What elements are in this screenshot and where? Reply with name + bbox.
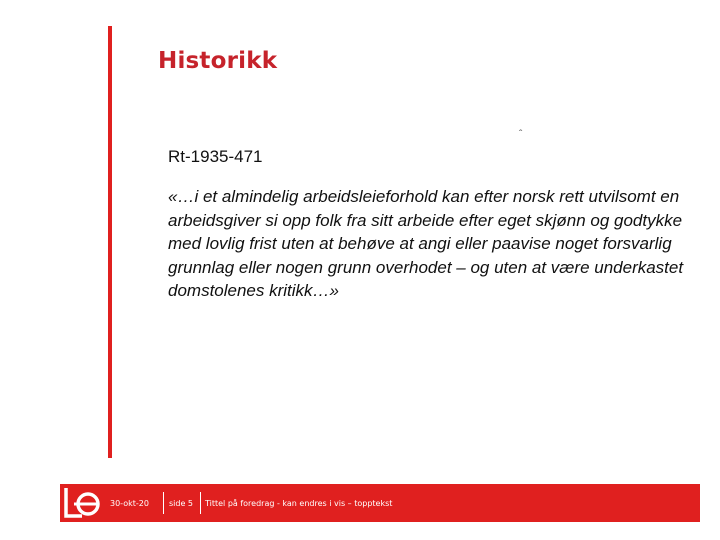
footer-date: 30-okt-20 — [110, 499, 149, 508]
case-reference: Rt-1935-471 — [168, 147, 263, 166]
left-accent-rule — [108, 26, 112, 458]
quote-text: «…i et almindelig arbeidsleieforhold kan efter norsk rett utvilsomt en arbeidsgiver si opp folk fra sitt arbeide efter eget skjønn og godtykke med lovlig frist uten at behøve at angi eller paavise noget forsvarlig grunnlag eller nogen grunn overhodet – og uten at være underkastet domstolenes kritikk…» — [168, 187, 684, 300]
caret-mark: ˆ — [519, 129, 523, 140]
slide-title: Historikk — [158, 48, 278, 74]
footer-page-number: side 5 — [169, 499, 194, 508]
footer-presentation-title: Tittel på foredrag - kan endres i vis – topptekst — [205, 499, 393, 508]
lo-logo — [60, 484, 104, 522]
footer-separator — [200, 492, 201, 514]
footer-separator — [163, 492, 164, 514]
